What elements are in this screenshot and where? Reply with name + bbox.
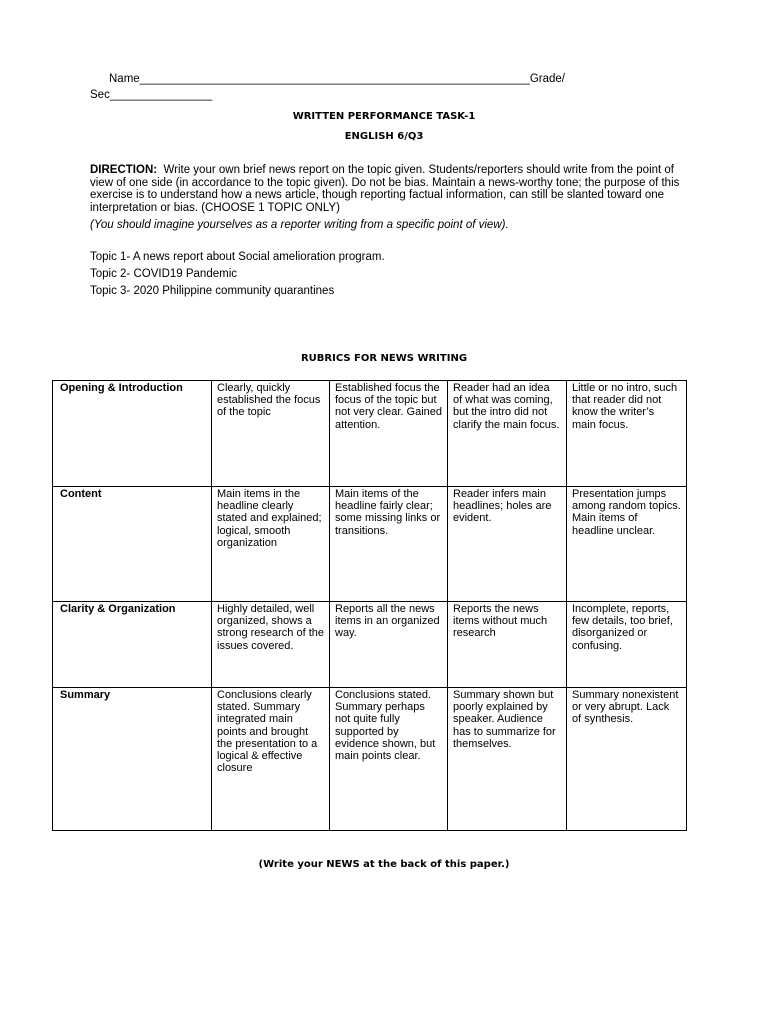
criterion-cell: Opening & Introduction xyxy=(53,381,212,487)
rubric-cell: Conclusions clearly stated. Summary integrated main points and brought the presentation to a logical & effective closure xyxy=(212,688,330,831)
rubric-cell: Conclusions stated. Summary perhaps not quite fully supported by evidence shown, but main points clear. xyxy=(330,688,448,831)
name-grade-line: Name_____________________________________________________________Grade/ xyxy=(109,73,565,85)
rubric-cell: Main items of the headline fairly clear; some missing links or transitions. xyxy=(330,487,448,602)
topic-item: Topic 1- A news report about Social amelioration program. xyxy=(90,251,385,263)
topic-item: Topic 2- COVID19 Pandemic xyxy=(90,268,238,280)
criterion-cell: Summary xyxy=(53,688,212,831)
rubric-cell: Reader infers main headlines; holes are evident. xyxy=(448,487,567,602)
rubric-cell: Main items in the headline clearly stated and explained; logical, smooth organization xyxy=(212,487,330,602)
rubric-cell: Reader had an idea of what was coming, but the intro did not clarify the main focus. xyxy=(448,381,567,487)
direction-label: DIRECTION: xyxy=(90,164,158,176)
rubric-row-opening xyxy=(53,381,687,487)
rubric-cell: Established focus the focus of the topic but not very clear. Gained attention. xyxy=(330,381,448,487)
page-title: WRITTEN PERFORMANCE TASK-1 xyxy=(292,111,476,122)
rubric-cell: Little or no intro, such that reader did not know the writer’s main focus. xyxy=(567,381,687,487)
rubric-row-clarity xyxy=(53,602,687,688)
criterion-cell: Content xyxy=(53,487,212,602)
page-subtitle: ENGLISH 6/Q3 xyxy=(344,131,424,142)
rubric-cell: Incomplete, reports, few details, too brief, disorganized or confusing. xyxy=(567,602,687,688)
rubric-cell: Clearly, quickly established the focus of the topic xyxy=(212,381,330,487)
criterion-cell: Clarity & Organization xyxy=(53,602,212,688)
direction-text: Write your own brief news report on the topic given. Students/reporters should write from the point of view of one side (in accordance to the topic given). Do not be bias. Maintain a news-worthy tone; the purpose of this exercise is to understand how a news article, though reporting factual information, can still be slanted toward one interpretation or bias. (CHOOSE 1 TOPIC ONLY) xyxy=(90,164,680,214)
rubric-row-content xyxy=(53,487,687,602)
direction-paragraph xyxy=(90,164,690,214)
rubric-title: RUBRICS FOR NEWS WRITING xyxy=(300,353,468,364)
rubric-cell: Reports all the news items in an organized way. xyxy=(330,602,448,688)
rubric-cell: Summary shown but poorly explained by speaker. Audience has to summarize for themselves. xyxy=(448,688,567,831)
footer-instruction: (Write your NEWS at the back of this paper.) xyxy=(258,859,510,870)
rubric-row-summary xyxy=(53,688,687,831)
rubric-cell: Summary nonexistent or very abrupt. Lack of synthesis. xyxy=(567,688,687,831)
section-line: Sec________________ xyxy=(90,89,213,101)
rubric-table xyxy=(52,380,687,831)
direction-note: (You should imagine yourselves as a reporter writing from a specific point of view). xyxy=(90,219,509,231)
rubric-cell: Presentation jumps among random topics. Main items of headline unclear. xyxy=(567,487,687,602)
topic-item: Topic 3- 2020 Philippine community quarantines xyxy=(90,285,335,297)
rubric-cell: Reports the news items without much research xyxy=(448,602,567,688)
rubric-cell: Highly detailed, well organized, shows a strong research of the issues covered. xyxy=(212,602,330,688)
